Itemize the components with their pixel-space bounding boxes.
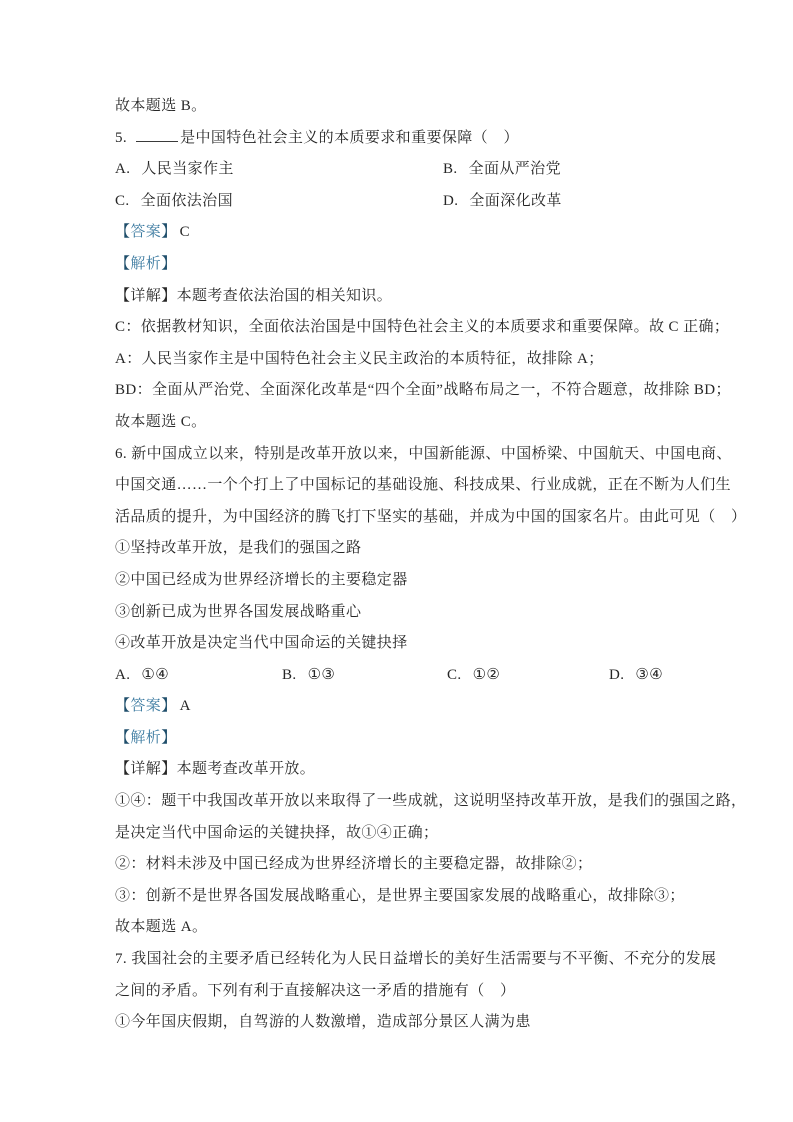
q6-analysis-line: [115, 723, 693, 755]
answer-label: 答案: [130, 698, 162, 715]
q5-answer-value: C: [179, 224, 191, 241]
q5-detail-line: 【详解】本题考查依法治国的相关知识。: [115, 287, 393, 304]
q6-option-a: [115, 660, 282, 692]
q6-option-b: [282, 660, 447, 692]
analysis-label: 解析: [130, 255, 162, 272]
analysis-label: 解析: [130, 729, 162, 746]
q6-options-row: [115, 660, 693, 692]
q5-options-row-2: [115, 186, 693, 218]
q6-option-b-text: ①③: [307, 666, 336, 683]
q6-statement-3: ③创新已成为世界各国发展战略重心: [115, 603, 362, 620]
q6-stem-line: 活品质的提升，为中国经济的腾飞打下坚实的基础，并成为中国的国家名片。由此可见（ ）: [115, 508, 747, 525]
q5-option-b-label: B.: [443, 161, 458, 178]
bracket-open: 【: [115, 729, 131, 746]
q6-stem-line: 中国交通……一个个打上了中国标记的基础设施、科技成果、行业成就，正在不断为人们生: [115, 477, 732, 494]
q4-conclusion-line: 故本题选 B。: [115, 98, 207, 114]
q6-detail-line: ②：材料未涉及中国已经成为世界经济增长的主要稳定器，故排除②；: [115, 856, 593, 873]
q6-option-c-label: C.: [447, 666, 462, 683]
q6-option-c: [447, 660, 609, 692]
q5-option-d-text: 全面深化改革: [469, 192, 562, 209]
q6-option-b-label: B.: [282, 666, 297, 683]
q5-option-c-text: 全面依法治国: [140, 192, 233, 209]
q5-answer-line: [115, 217, 693, 249]
q5-option-b-text: 全面从严治党: [468, 161, 561, 178]
q5-option-a-text: 人民当家作主: [141, 161, 234, 178]
q6-option-d-label: D.: [609, 666, 625, 683]
q5-stem-line: [115, 123, 693, 155]
q6-detail-line: ①④：题干中我国改革开放以来取得了一些成就，这说明坚持改革开放，是我们的强国之路，: [115, 793, 747, 810]
bracket-close: 】: [161, 224, 177, 241]
q5-detail-line: A：人民当家作主是中国特色社会主义民主政治的本质特征，故排除 A；: [115, 350, 604, 367]
q6-conclusion-line: 故本题选 A。: [115, 919, 208, 936]
q6-detail-line: 【详解】本题考查改革开放。: [115, 761, 316, 778]
bracket-open: 【: [115, 224, 131, 241]
answer-label: 答案: [130, 224, 162, 241]
q5-conclusion-line: 故本题选 C。: [115, 413, 207, 430]
q6-answer-value: A: [179, 698, 191, 715]
bracket-close: 】: [161, 255, 177, 272]
q6-statement-1: ①坚持改革开放，是我们的强国之路: [115, 540, 362, 557]
q5-option-c: [115, 186, 443, 218]
q7-stem-line: 7. 我国社会的主要矛盾已经转化为人民日益增长的美好生活需要与不平衡、不充分的发展: [115, 951, 717, 968]
q5-number: 5.: [115, 129, 128, 146]
bracket-open: 【: [115, 255, 131, 272]
q6-detail-line: ③：创新不是世界各国发展战略重心，是世界主要国家发展的战略重心，故排除③；: [115, 887, 685, 904]
q6-option-d-text: ③④: [635, 666, 664, 683]
q5-option-a: [115, 154, 443, 186]
q7-stem-line: 之间的矛盾。下列有利于直接解决这一矛盾的措施有（ ）: [115, 982, 516, 999]
q5-options-row-1: [115, 154, 693, 186]
q6-option-d: [609, 660, 693, 692]
q5-option-d-label: D.: [443, 192, 459, 209]
q6-detail-line: 是决定当代中国命运的关键抉择，故①④正确；: [115, 824, 439, 841]
q6-option-c-text: ①②: [472, 666, 501, 683]
q7-statement-1: ①今年国庆假期，自驾游的人数激增，造成部分景区人满为患: [115, 1014, 531, 1031]
bracket-close: 】: [161, 698, 177, 715]
q5-option-b: [443, 154, 561, 186]
q5-detail-line: C：依据教材知识，全面依法治国是中国特色社会主义的本质要求和重要保障。故 C 正确；: [115, 319, 730, 336]
q6-answer-line: [115, 691, 693, 723]
q5-fill-blank: [136, 127, 178, 142]
q5-option-a-label: A.: [115, 161, 131, 178]
q5-option-c-label: C.: [115, 192, 130, 209]
q6-option-a-text: ①④: [141, 666, 170, 683]
bracket-open: 【: [115, 698, 131, 715]
q6-stem-line: 6. 新中国成立以来，特别是改革开放以来，中国新能源、中国桥梁、中国航天、中国电商、: [115, 445, 732, 462]
q5-option-d: [443, 186, 562, 218]
q5-detail-line: BD：全面从严治党、全面深化改革是“四个全面”战略布局之一，不符合题意，故排除 BD；: [115, 382, 731, 399]
bracket-close: 】: [161, 729, 177, 746]
q6-option-a-label: A.: [115, 666, 131, 683]
q5-stem-text: 是中国特色社会主义的本质要求和重要保障（ ）: [180, 129, 519, 146]
q6-statement-2: ②中国已经成为世界经济增长的主要稳定器: [115, 571, 408, 588]
q6-statement-4: ④改革开放是决定当代中国命运的关键抉择: [115, 635, 408, 652]
q5-analysis-line: [115, 249, 693, 281]
